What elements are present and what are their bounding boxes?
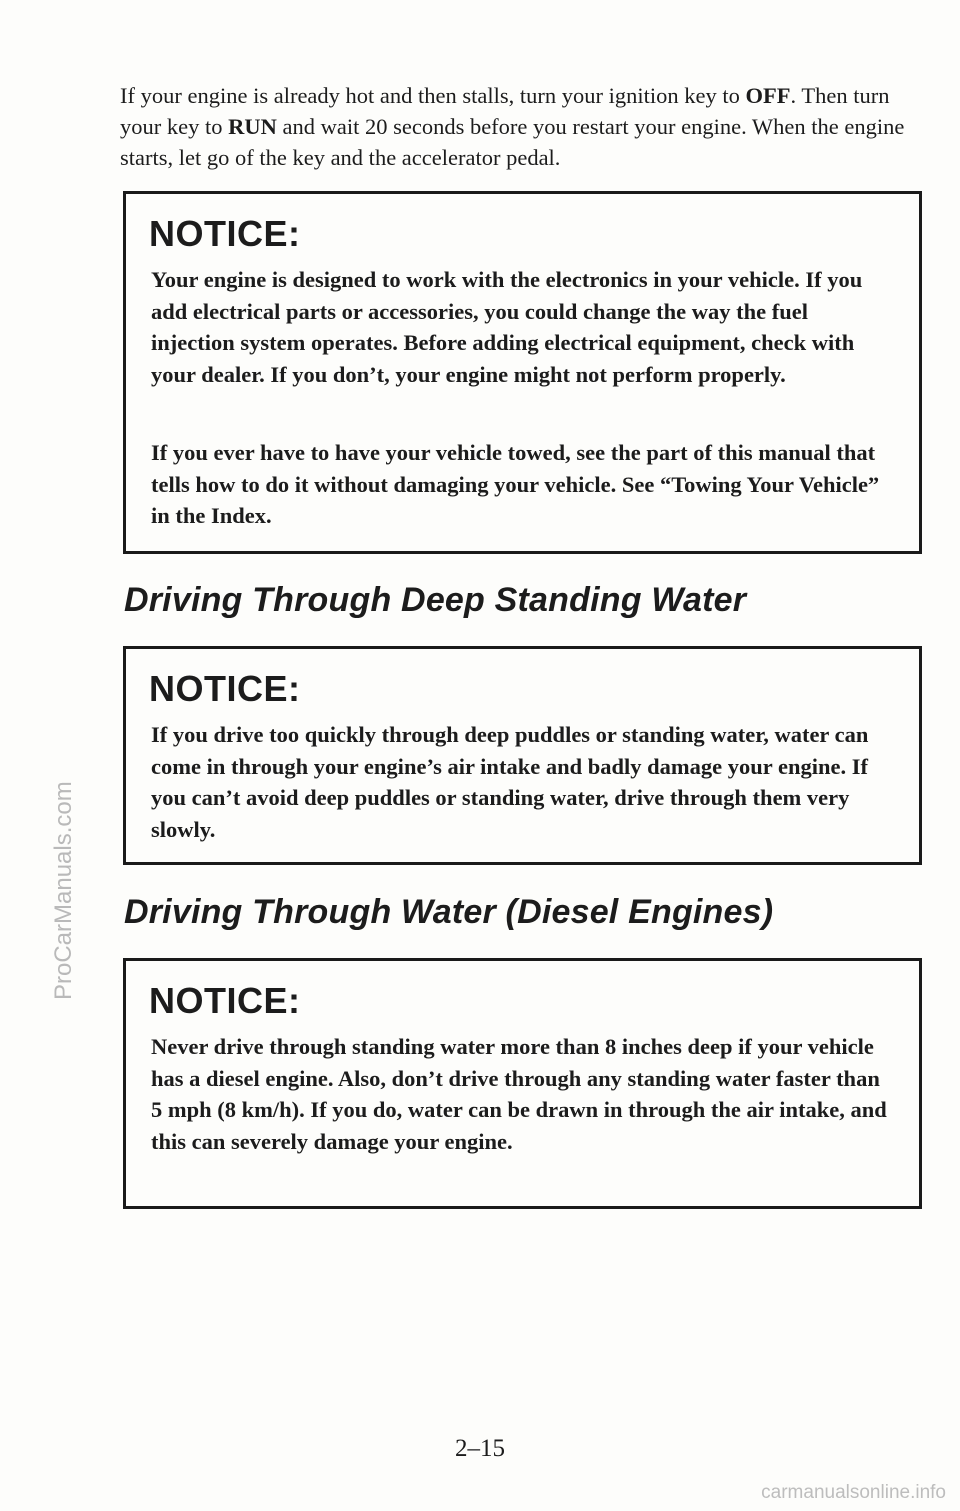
intro-text-3: and wait 20 seconds before you restart your engine. When the engine starts, let go of the key and the accelerator pedal. xyxy=(120,114,905,170)
notice-box-diesel xyxy=(123,958,922,1209)
notice-paragraph: Never drive through standing water more than 8 inches deep if your vehicle has a diesel engine. Also, don’t drive through any standing water faster than 5 mph (8 km/h). If you do, water can be drawn in through the air intake, and this can severely damage your engine. xyxy=(151,1034,887,1154)
page-number: 2–15 xyxy=(455,1435,505,1462)
notice-paragraph: If you ever have to have your vehicle towed, see the part of this manual that tells how to do it without damaging your vehicle. See “Towing Your Vehicle” in the Index. xyxy=(151,440,880,528)
intro-text-2: . Then turn your key to xyxy=(120,83,890,139)
notice-paragraph: Your engine is designed to work with the electronics in your vehicle. If you add electrical parts or accessories, you could change the way the fuel injection system operates. Before adding electrical equipment, check with your dealer. If you don’t, your engine might not perform properly. xyxy=(151,267,863,387)
notice-paragraph: If you drive too quickly through deep puddles or standing water, water can come in through your engine’s air intake and badly damage your engine. If you can’t avoid deep puddles or standing water, drive through them very slowly. xyxy=(151,722,869,842)
notice-box-deep-water xyxy=(123,646,922,865)
watermark-procarmanuals: ProCarManuals.com xyxy=(50,781,77,1000)
watermark-carmanualsonline: carmanualsonline.info xyxy=(761,1482,946,1503)
notice-title: NOTICE: xyxy=(149,213,301,254)
section-heading-diesel: Driving Through Water (Diesel Engines) xyxy=(124,893,774,931)
key-off-label: OFF xyxy=(745,83,791,108)
notice-box-electronics xyxy=(123,191,922,554)
notice-title: NOTICE: xyxy=(149,980,301,1021)
notice-title: NOTICE: xyxy=(149,668,301,709)
intro-paragraph xyxy=(120,80,920,173)
key-run-label: RUN xyxy=(228,114,277,139)
section-heading-deep-water: Driving Through Deep Standing Water xyxy=(124,581,747,619)
intro-text-1: If your engine is already hot and then stalls, turn your ignition key to xyxy=(120,83,746,108)
